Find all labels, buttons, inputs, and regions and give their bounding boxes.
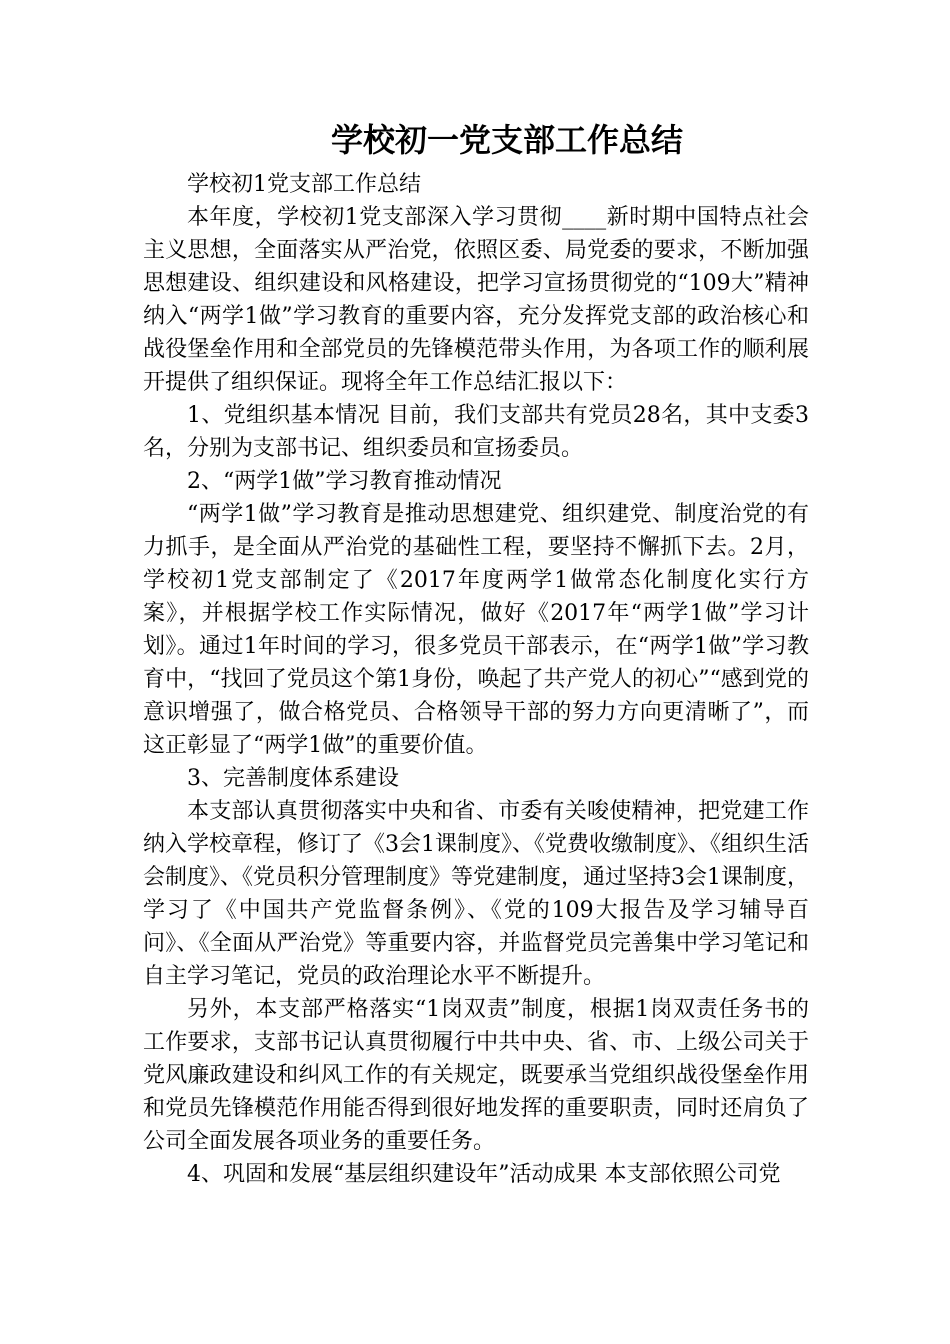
paragraph-intro: 本年度，学校初1党支部深入学习贯彻____新时期中国特点社会主义思想，全面落实从严治党，依照区委、局党委的要求，不断加强思想建设、组织建设和风格建设，把学习宣扬贯彻党的“109大”精神纳入“两学1做”学习教育的重要内容，充分发挥党支部的政治核心和战役堡垒作用和全部党员的先锋模范带头作用，为各项工作的顺利展开提供了组织保证。现将全年工作总结汇报以下：	[143, 205, 809, 395]
document-title: 学校初一党支部工作总结	[330, 121, 683, 159]
paragraph-section-3: 本支部认真贯彻落实中央和省、市委有关唆使精神，把党建工作纳入学校章程，修订了《3会1课制度》、《党费收缴制度》、《组织生活会制度》、《党员积分管理制度》等党建制度，通过坚持3会1课制度，学习了《中国共产党监督条例》、《党的109大报告及学习辅导百问》、《全面从严治党》等重要内容，并监督党员完善集中学习笔记和自主学习笔记，党员的政治理论水平不断提升。	[143, 799, 809, 989]
paragraph-subtitle: 学校初1党支部工作总结	[187, 172, 421, 197]
paragraph-section-3-continued: 另外，本支部严格落实“1岗双责”制度，根据1岗双责任务书的工作要求，支部书记认真贯彻履行中共中央、省、市、上级公司关于党风廉政建设和纠风工作的有关规定，既要承当党组织战役堡垒作用和党员先锋模范作用能否得到很好地发挥的重要职责，同时还肩负了公司全面发展各项业务的重要任务。	[143, 997, 809, 1154]
paragraph-section-1: 1、党组织基本情况 目前，我们支部共有党员28名，其中支委3名，分别为支部书记、组织委员和宣扬委员。	[143, 403, 809, 461]
heading-section-3: 3、完善制度体系建设	[187, 766, 399, 791]
document-body	[143, 168, 809, 1191]
paragraph-section-2: “两学1做”学习教育是推动思想建党、组织建党、制度治党的有力抓手，是全面从严治党的基础性工程，要坚持不懈抓下去。2月，学校初1党支部制定了《2017年度两学1做常态化制度化实行方案》，并根据学校工作实际情况，做好《2017年“两学1做”学习计划》。通过1年时间的学习，很多党员干部表示，在“两学1做”学习教育中，“找回了党员这个第1身份，唤起了共产党人的初心”“感到党的意识增强了，做合格党员、合格领导干部的努力方向更清晰了”，而这正彰显了“两学1做”的重要价值。	[143, 502, 809, 758]
heading-section-2: 2、“两学1做”学习教育推动情况	[187, 469, 502, 494]
paragraph-section-4: 4、巩固和发展“基层组织建设年”活动成果 本支部依照公司党	[187, 1162, 781, 1187]
